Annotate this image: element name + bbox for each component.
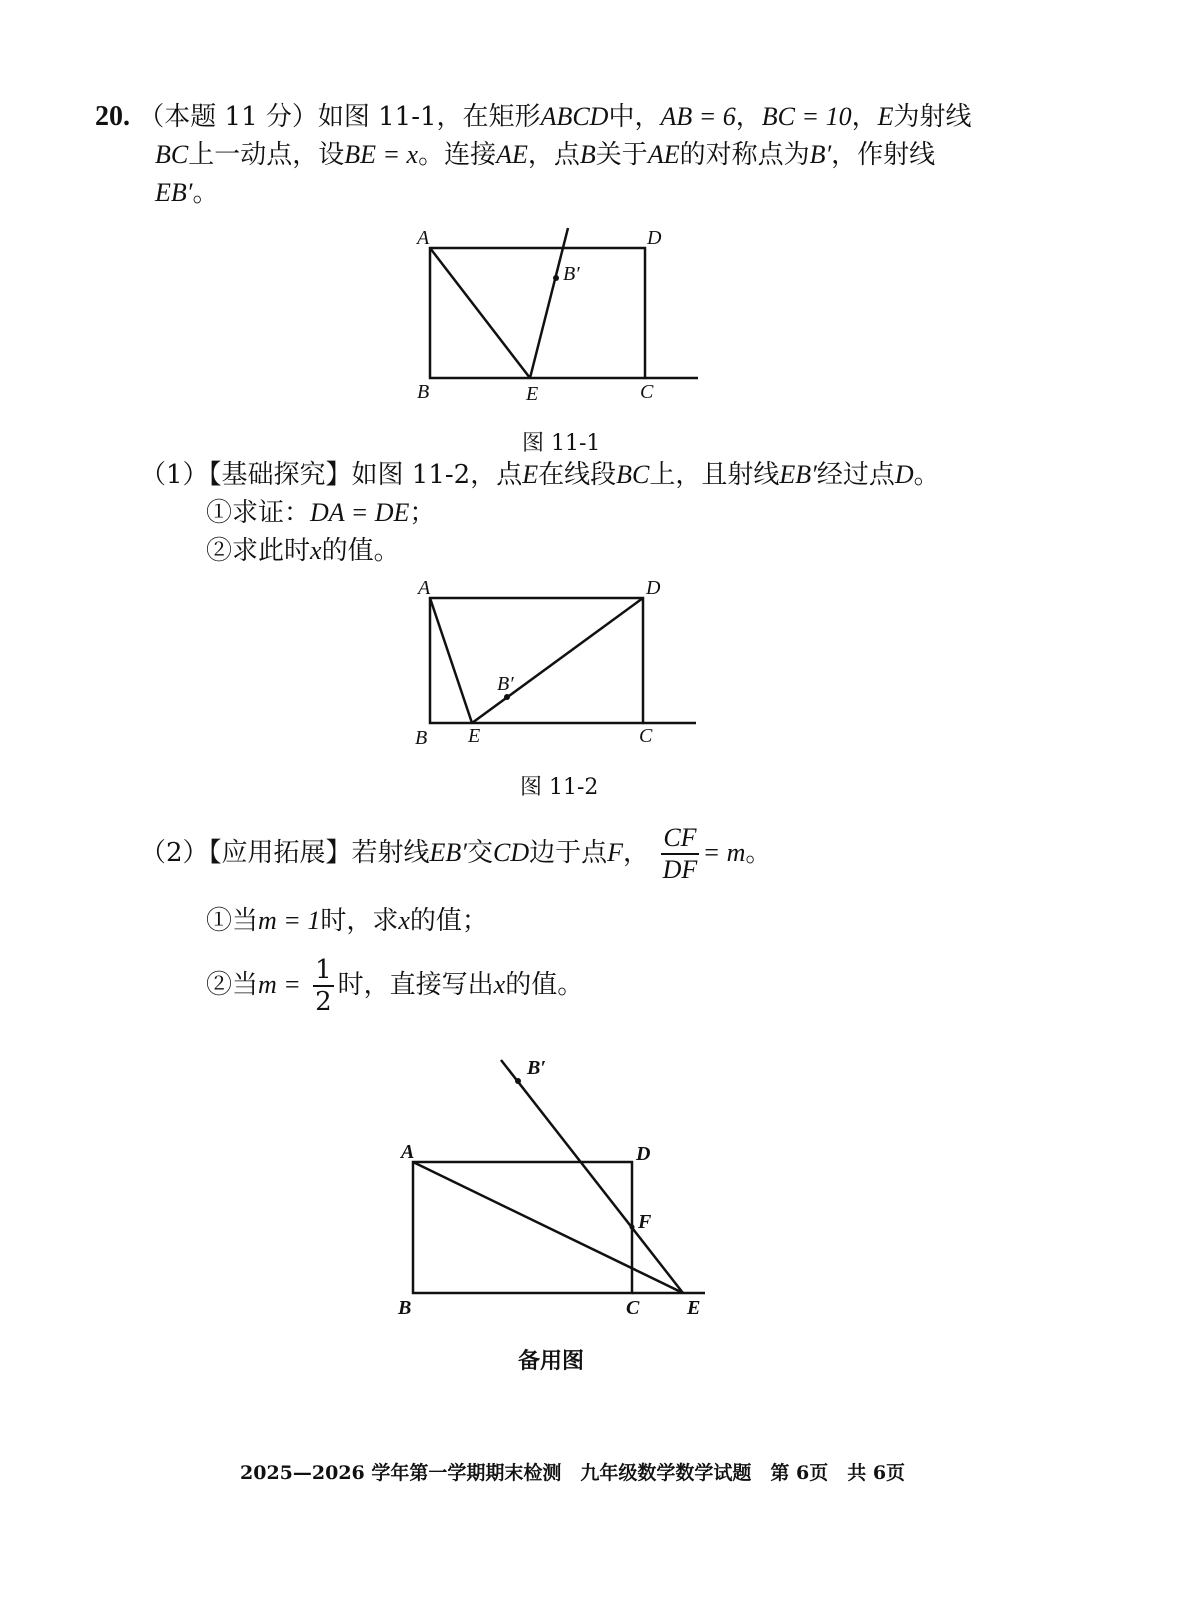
part-text: ①当	[206, 906, 259, 936]
part-2-sub-1	[206, 902, 1006, 940]
label-e: E	[468, 725, 481, 747]
part-text: 时，求	[320, 906, 399, 936]
ray-ed	[472, 598, 643, 723]
stem-text: 。连接	[418, 140, 497, 170]
label-b-prime: B′	[527, 1057, 546, 1079]
math-e: E	[877, 102, 894, 131]
rect-abcd	[430, 598, 643, 723]
label-b: B	[398, 1297, 412, 1319]
math-ae: AE	[496, 140, 528, 169]
stem-line-3	[95, 174, 1055, 212]
fraction-cf-df	[661, 823, 698, 885]
part-2-header	[140, 818, 1040, 888]
stem-text: 关于	[595, 140, 648, 170]
label-a: A	[401, 1141, 415, 1163]
part-text: 交	[467, 838, 494, 868]
math-cf: CF	[663, 823, 697, 852]
math-x: x	[398, 906, 410, 935]
stem-text: ，作射线	[831, 140, 936, 170]
fraction-denominator: 2	[315, 987, 332, 1017]
figure-11-2	[400, 570, 720, 760]
part-text: （1）【基础探究】如图 11-2，点	[140, 460, 523, 490]
point-f	[630, 1225, 635, 1230]
question-stem	[95, 98, 1055, 212]
math-x: x	[493, 970, 506, 999]
label-e: E	[526, 383, 539, 405]
part-text: 上，且射线	[649, 460, 780, 490]
segment-ae	[430, 598, 472, 723]
math-b: B	[579, 140, 596, 169]
label-d: D	[636, 1143, 651, 1165]
math-m-1: m = 1	[258, 906, 321, 935]
stem-text: ，	[735, 102, 762, 132]
ray-eb-prime	[501, 1060, 683, 1293]
part-text: ；	[409, 498, 436, 528]
label-f: F	[638, 1211, 652, 1233]
part-text: 的值。	[321, 536, 400, 566]
fraction-one-half	[313, 955, 334, 1017]
math-da-de: DA = DE	[310, 498, 410, 527]
label-a: A	[417, 227, 430, 249]
figure-caption-spare: 备用图	[518, 1348, 585, 1374]
rect-abcd	[430, 248, 645, 378]
math-ebprime: EB′	[779, 460, 817, 489]
part-text: 。	[745, 838, 772, 868]
point-b-prime	[515, 1078, 521, 1084]
label-b: B	[415, 727, 428, 749]
part-text: ②当	[206, 970, 259, 1000]
part-text: 边于点	[529, 838, 608, 868]
part-text: ①求证：	[206, 498, 311, 528]
label-e: E	[687, 1297, 701, 1319]
math-ab: AB = 6	[660, 102, 736, 131]
figure-caption-11-1: 图 11-1	[522, 431, 601, 456]
stem-text: 。	[192, 178, 219, 208]
ray-eb-prime	[530, 228, 568, 378]
stem-text: ，点	[527, 140, 580, 170]
math-abcd: ABCD	[540, 102, 609, 131]
math-x: x	[310, 536, 322, 565]
label-d: D	[646, 577, 661, 599]
stem-line-2	[95, 136, 1055, 174]
stem-text: ，	[851, 102, 878, 132]
fraction-denominator	[661, 855, 698, 885]
label-c: C	[640, 381, 654, 403]
part-1	[140, 456, 1040, 570]
figure-spare	[385, 1050, 725, 1330]
part-text: ，	[623, 838, 650, 868]
label-b-prime: B′	[563, 263, 580, 285]
figure-caption-11-2: 图 11-2	[520, 775, 599, 800]
part-2-sub-2	[206, 950, 1006, 1020]
stem-text: （本题 11 分）如图 11-1，在矩形	[138, 102, 541, 132]
page-footer: 2025—2026 学年第一学期期末检测 九年级数学数学试题 第 6页 共 6页	[240, 1462, 906, 1484]
part-1-sub-2	[140, 532, 1040, 570]
label-d: D	[647, 227, 662, 249]
part-text: 的值；	[409, 906, 488, 936]
math-df: DF	[662, 855, 698, 884]
segment-ae	[430, 248, 530, 378]
math-ebprime: EB′	[429, 838, 467, 867]
part-text: 。	[913, 460, 940, 490]
math-bprime: B′	[809, 140, 832, 169]
part-text: （2）【应用拓展】若射线	[140, 838, 430, 868]
math-bc: BC	[616, 460, 650, 489]
label-c: C	[626, 1297, 640, 1319]
stem-text: 的对称点为	[679, 140, 810, 170]
math-ebprime: EB′	[155, 178, 193, 207]
fraction-numerator: 1	[315, 955, 332, 985]
part-text: ②求此时	[206, 536, 311, 566]
math-f: F	[607, 838, 624, 867]
part-text: 在线段	[538, 460, 617, 490]
label-c: C	[639, 725, 653, 747]
rect-abcd	[413, 1162, 632, 1293]
stem-text: 中，	[608, 102, 661, 132]
math-be: BE = x	[344, 140, 419, 169]
label-b-prime: B′	[497, 673, 514, 695]
point-b-prime	[553, 275, 559, 281]
question-number: 20.	[95, 101, 130, 132]
part-text: 时，直接写出	[337, 970, 494, 1000]
figure-11-1	[400, 220, 720, 410]
label-a: A	[418, 577, 431, 599]
fraction-numerator	[661, 823, 698, 855]
part-text: 经过点	[816, 460, 895, 490]
math-d: D	[894, 460, 914, 489]
stem-text: 为射线	[893, 102, 972, 132]
math-m-eq: m =	[258, 970, 301, 999]
math-e: E	[522, 460, 539, 489]
stem-line-1	[95, 98, 1055, 136]
math-bc: BC	[155, 140, 189, 169]
math-ae: AE	[647, 140, 680, 169]
math-bc: BC = 10	[761, 102, 852, 131]
label-b: B	[417, 381, 430, 403]
math-cd: CD	[493, 838, 530, 867]
part-1-header	[140, 456, 1040, 494]
stem-text: 上一动点，设	[188, 140, 345, 170]
part-text: 的值。	[505, 970, 584, 1000]
part-1-sub-1	[140, 494, 1040, 532]
math-eq-m: = m	[702, 838, 746, 867]
